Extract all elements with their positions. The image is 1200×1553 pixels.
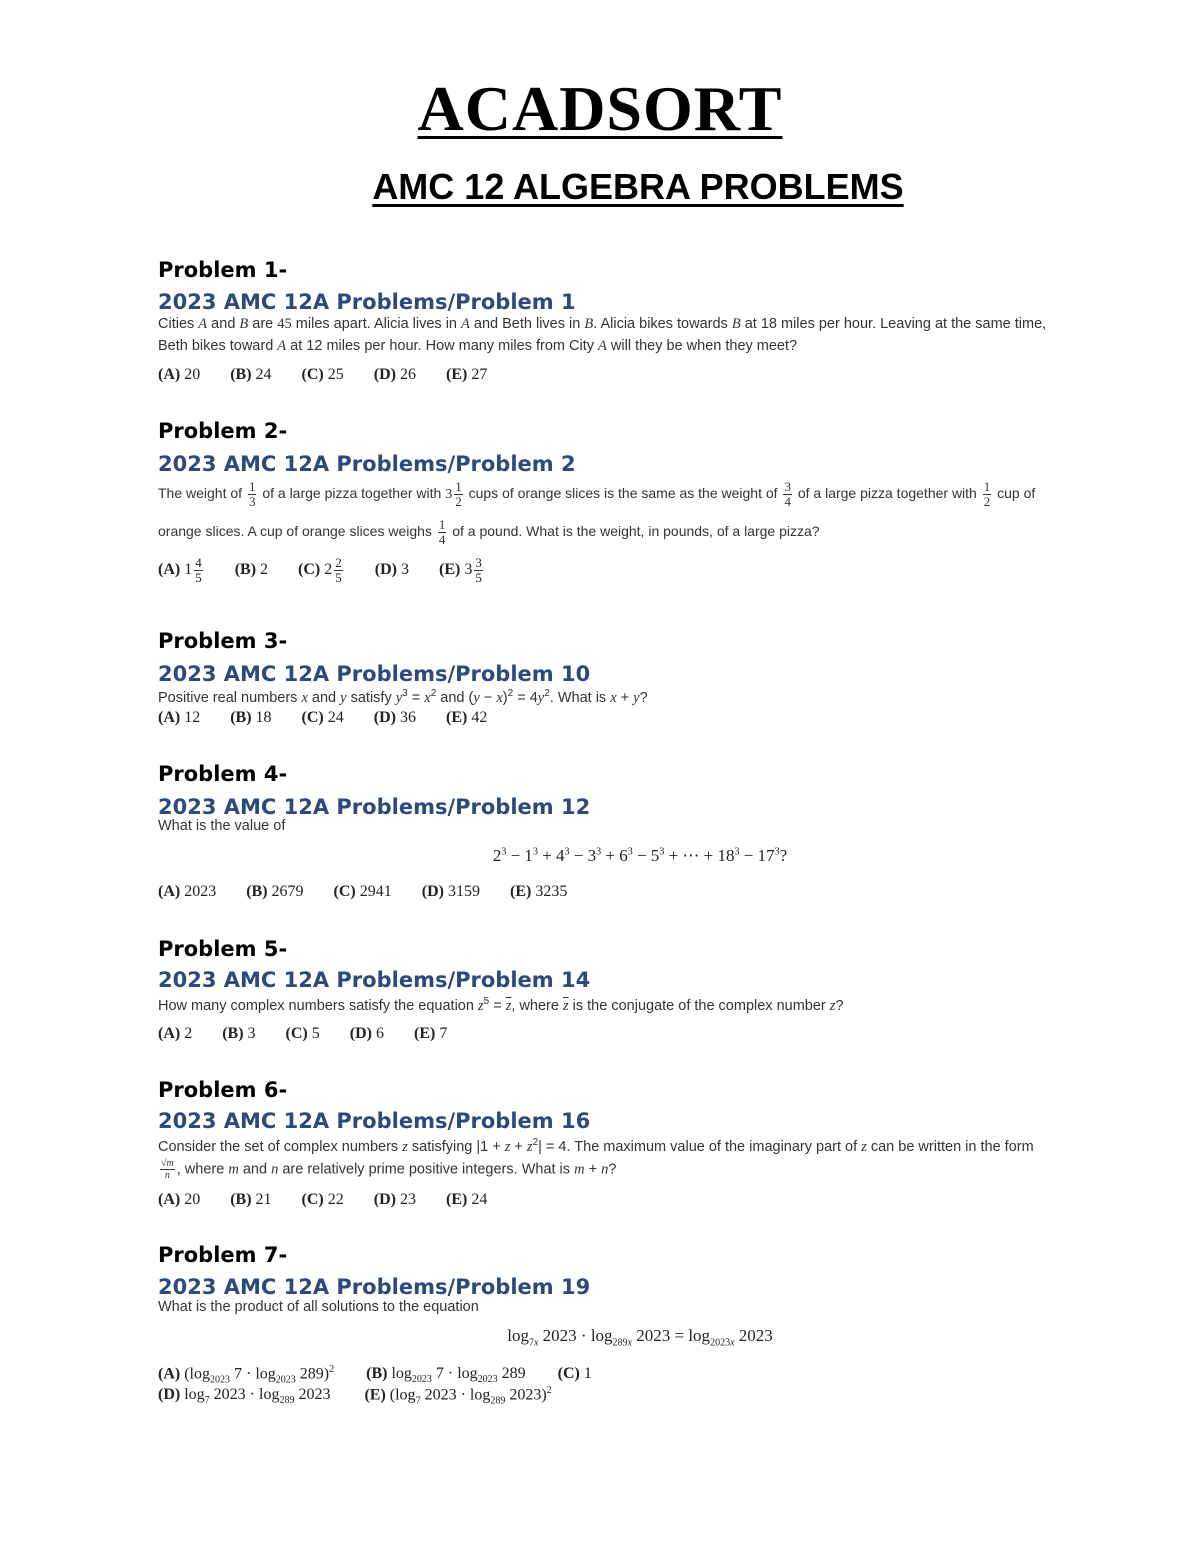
choice: (C) 5 (285, 1025, 320, 1042)
answer-choices (158, 883, 597, 901)
problem-text: $\frac{√m}{n}$ , where m and n are relatively prime positive integers. What is m + n? (161, 1158, 617, 1181)
problem-label: Problem 1- (158, 258, 288, 282)
choice: (E) 27 (445, 366, 488, 383)
problem-label: Problem 6- (158, 1078, 288, 1102)
choice: (D) 36 (373, 709, 416, 726)
problem-label: Problem 4- (158, 762, 288, 786)
choice: (A) 2 (158, 1025, 193, 1042)
choice: (E) 42 (445, 709, 488, 726)
answer-choices (158, 556, 515, 585)
problem-title: 2023 AMC 12A Problems/Problem 12 (158, 795, 591, 819)
problem-text: Cities A and B are 45 miles apart. Alicia lives in A and Beth lives in B. Alicia bikes towards B at 18 miles per hour. Leaving at the same time, (158, 316, 1047, 332)
problem-title: 2023 AMC 12A Problems/Problem 19 (158, 1275, 591, 1299)
choice: (D) 26 (373, 366, 416, 383)
problem-text: What is the value of (158, 818, 286, 834)
choice: (E) 3 $\frac{3}{5}$ (438, 555, 482, 585)
problem-label: Problem 3- (158, 629, 288, 653)
problem-text: The weight of $\frac{1}{3}$ of a large pizza together with 3 $\frac{1}{2}$ cups of orange slices is the same as the weight of $\frac{3}{4}$ of a large pizza together with $\frac{1}{2}$ cup of (158, 479, 1036, 509)
choice: (C) 2941 (333, 883, 392, 900)
choice: (E) 3235 (509, 883, 568, 900)
answer-choices (158, 709, 517, 727)
choice: (E) 24 (445, 1191, 488, 1208)
problem-text: What is the product of all solutions to the equation (158, 1299, 479, 1315)
problem-text: How many complex numbers satisfy the equation $z^5 = \overline{z}$, where $\overline{z}$ is the conjugate of the complex number z? (158, 996, 844, 1014)
answer-choices (158, 1385, 582, 1407)
brand-title: ACADSORT (417, 73, 783, 144)
choice: (B) 24 (230, 366, 272, 383)
answer-choices (158, 1025, 477, 1043)
choice: (C) 24 (301, 709, 344, 726)
choice: (C) 2 $\frac{2}{5}$ (298, 555, 342, 585)
choice: (B) 2679 (246, 883, 304, 900)
choice: (B) 3 (222, 1025, 256, 1042)
problem-label: Problem 7- (158, 1243, 288, 1267)
choice: (D) $\log_7 2023 \cdot \log_{289} 2023$ (158, 1386, 331, 1407)
problem-title: 2023 AMC 12A Problems/Problem 16 (158, 1109, 591, 1133)
choice: (C) 25 (301, 366, 344, 383)
problem-title: 2023 AMC 12A Problems/Problem 10 (158, 662, 591, 686)
choice: (D) 23 (373, 1191, 416, 1208)
answer-choices (158, 366, 517, 384)
choice: (E) 7 (413, 1025, 448, 1042)
choice: (B) 2 (234, 561, 269, 579)
choice: (D) 6 (349, 1025, 384, 1042)
problem-text: Consider the set of complex numbers z satisfying $|1 + z + z^2| = 4$. The maximum value of the imaginary part of z can be written in the form (158, 1137, 1034, 1155)
choice: (C) 22 (301, 1191, 344, 1208)
choice: (A) 1 $\frac{4}{5}$ (158, 555, 202, 585)
choice: (A) 12 (158, 709, 201, 726)
choice: (A) 20 (158, 1191, 201, 1208)
document-title: AMC 12 ALGEBRA PROBLEMS (372, 166, 904, 207)
problem-label: Problem 5- (158, 937, 288, 961)
choice: (D) 3 (374, 561, 409, 579)
choice: (B) 18 (230, 709, 272, 726)
choice: (B) 21 (230, 1191, 272, 1208)
problem-text: orange slices. A cup of orange slices weighs $\frac{1}{4}$ of a pound. What is the weight, in pounds, of a large pizza? (158, 517, 820, 547)
problem-label: Problem 2- (158, 419, 288, 443)
problem-title: 2023 AMC 12A Problems/Problem 1 (158, 290, 576, 314)
display-equation: $2^3 - 1^3 + 4^3 - 3^3 + 6^3 - 5^3$ + ⋯ + $18^3 - 17^3$? (492, 846, 788, 865)
choice: (E) ($\log_7$ $2023 \cdot \log_{289} 2023)^2$ (364, 1385, 552, 1407)
choice: (D) 3159 (421, 883, 480, 900)
answer-choices (158, 1191, 517, 1209)
choice: (B) $\log_{2023} 7 \cdot \log_{2023} 289$ (366, 1365, 526, 1386)
choice: (A) 20 (158, 366, 201, 383)
choice: (A) 2023 (158, 883, 217, 900)
problem-title: 2023 AMC 12A Problems/Problem 2 (158, 452, 576, 476)
problem-title: 2023 AMC 12A Problems/Problem 14 (158, 968, 591, 992)
problem-text: Positive real numbers x and y satisfy $y^3 = x^2$ and $(y - x)^2 = 4y^2$. What is x + y? (158, 688, 648, 706)
choice: (C) 1 (557, 1365, 592, 1383)
choice: (A) ($\log_{2023}$ $7 \cdot \log_{2023} 289)^2$ (158, 1364, 335, 1386)
problem-text: Beth bikes toward A at 12 miles per hour. How many miles from City A will they be when they meet? (158, 338, 798, 354)
display-equation: $\log_{7x} 2023 \cdot \log_{289x} 2023 = \log_{2023x} 2023$ (507, 1326, 773, 1349)
answer-choices (158, 1364, 622, 1386)
